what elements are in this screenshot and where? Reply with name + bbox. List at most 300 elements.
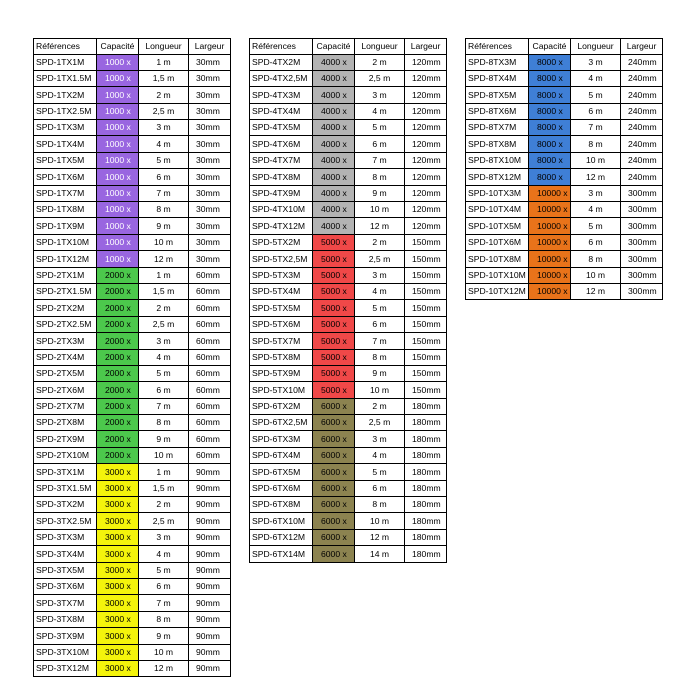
cell-reference: SPD-3TX2M — [34, 497, 97, 513]
table-row — [34, 54, 231, 70]
table-row — [250, 497, 447, 513]
cell-capacite: 3000 x — [97, 660, 139, 676]
cell-longueur: 6 m — [355, 480, 405, 496]
cell-capacite: 2000 x — [97, 431, 139, 447]
cell-largeur: 60mm — [189, 300, 231, 316]
cell-largeur: 120mm — [405, 87, 447, 103]
cell-capacite: 6000 x — [313, 447, 355, 463]
cell-longueur: 6 m — [571, 234, 621, 250]
cell-longueur: 5 m — [139, 562, 189, 578]
table-row — [250, 267, 447, 283]
cell-reference: SPD-8TX7M — [466, 120, 529, 136]
cell-reference: SPD-5TX8M — [250, 349, 313, 365]
cell-largeur: 180mm — [405, 497, 447, 513]
cell-largeur: 240mm — [621, 120, 663, 136]
cell-longueur: 6 m — [355, 136, 405, 152]
cell-reference: SPD-6TX6M — [250, 480, 313, 496]
cell-capacite: 10000 x — [529, 267, 571, 283]
cell-largeur: 90mm — [189, 497, 231, 513]
cell-longueur: 3 m — [139, 333, 189, 349]
cell-reference: SPD-2TX1M — [34, 267, 97, 283]
table-row — [250, 70, 447, 86]
table-row — [34, 185, 231, 201]
cell-capacite: 1000 x — [97, 185, 139, 201]
cell-largeur: 60mm — [189, 283, 231, 299]
cell-reference: SPD-3TX1M — [34, 464, 97, 480]
table-row — [34, 103, 231, 119]
cell-largeur: 60mm — [189, 415, 231, 431]
table-row — [466, 267, 663, 283]
table-header-row — [466, 39, 663, 55]
table-row — [250, 185, 447, 201]
table-row — [250, 169, 447, 185]
table-row — [34, 497, 231, 513]
cell-capacite: 1000 x — [97, 251, 139, 267]
cell-largeur: 60mm — [189, 333, 231, 349]
cell-reference: SPD-4TX7M — [250, 152, 313, 168]
cell-longueur: 12 m — [139, 251, 189, 267]
cell-reference: SPD-2TX2M — [34, 300, 97, 316]
cell-capacite: 6000 x — [313, 480, 355, 496]
cell-reference: SPD-3TX4M — [34, 546, 97, 562]
cell-capacite: 3000 x — [97, 644, 139, 660]
cell-capacite: 5000 x — [313, 333, 355, 349]
cell-reference: SPD-6TX5M — [250, 464, 313, 480]
cell-capacite: 6000 x — [313, 415, 355, 431]
product-table-2 — [249, 38, 447, 563]
cell-reference: SPD-10TX12M — [466, 283, 529, 299]
table-row — [34, 513, 231, 529]
cell-capacite: 3000 x — [97, 513, 139, 529]
cell-largeur: 30mm — [189, 87, 231, 103]
cell-reference: SPD-6TX4M — [250, 447, 313, 463]
cell-reference: SPD-5TX6M — [250, 316, 313, 332]
cell-largeur: 180mm — [405, 480, 447, 496]
cell-longueur: 1 m — [139, 54, 189, 70]
cell-capacite: 5000 x — [313, 251, 355, 267]
cell-largeur: 300mm — [621, 251, 663, 267]
cell-longueur: 3 m — [355, 431, 405, 447]
cell-longueur: 2,5 m — [355, 415, 405, 431]
table-row — [34, 431, 231, 447]
cell-largeur: 30mm — [189, 169, 231, 185]
cell-largeur: 240mm — [621, 87, 663, 103]
cell-largeur: 180mm — [405, 431, 447, 447]
cell-largeur: 60mm — [189, 316, 231, 332]
table-row — [34, 628, 231, 644]
cell-longueur: 5 m — [355, 464, 405, 480]
cell-reference: SPD-1TX4M — [34, 136, 97, 152]
cell-largeur: 30mm — [189, 218, 231, 234]
cell-reference: SPD-2TX9M — [34, 431, 97, 447]
table-row — [34, 595, 231, 611]
cell-largeur: 180mm — [405, 464, 447, 480]
cell-reference: SPD-2TX8M — [34, 415, 97, 431]
cell-longueur: 2 m — [139, 300, 189, 316]
cell-longueur: 7 m — [355, 152, 405, 168]
cell-reference: SPD-4TX5M — [250, 120, 313, 136]
cell-largeur: 30mm — [189, 120, 231, 136]
cell-largeur: 240mm — [621, 103, 663, 119]
cell-capacite: 8000 x — [529, 70, 571, 86]
cell-longueur: 9 m — [355, 185, 405, 201]
cell-largeur: 60mm — [189, 267, 231, 283]
cell-capacite: 1000 x — [97, 136, 139, 152]
cell-longueur: 8 m — [571, 251, 621, 267]
cell-capacite: 1000 x — [97, 87, 139, 103]
cell-longueur: 2,5 m — [355, 70, 405, 86]
table-row — [466, 169, 663, 185]
cell-longueur: 8 m — [139, 202, 189, 218]
table-row — [250, 234, 447, 250]
cell-largeur: 30mm — [189, 251, 231, 267]
cell-largeur: 30mm — [189, 185, 231, 201]
table-row — [250, 349, 447, 365]
table-row — [34, 480, 231, 496]
cell-reference: SPD-2TX2.5M — [34, 316, 97, 332]
cell-longueur: 1,5 m — [139, 480, 189, 496]
table-row — [250, 54, 447, 70]
cell-largeur: 60mm — [189, 398, 231, 414]
cell-largeur: 150mm — [405, 251, 447, 267]
table-row — [250, 202, 447, 218]
table-row — [250, 415, 447, 431]
cell-capacite: 4000 x — [313, 87, 355, 103]
cell-reference: SPD-3TX1.5M — [34, 480, 97, 496]
table-row — [34, 447, 231, 463]
cell-largeur: 90mm — [189, 513, 231, 529]
cell-capacite: 5000 x — [313, 300, 355, 316]
cell-capacite: 3000 x — [97, 595, 139, 611]
cell-reference: SPD-1TX10M — [34, 234, 97, 250]
cell-reference: SPD-2TX5M — [34, 365, 97, 381]
cell-largeur: 30mm — [189, 202, 231, 218]
cell-longueur: 9 m — [139, 628, 189, 644]
cell-reference: SPD-2TX4M — [34, 349, 97, 365]
cell-capacite: 2000 x — [97, 283, 139, 299]
cell-capacite: 3000 x — [97, 480, 139, 496]
cell-largeur: 180mm — [405, 513, 447, 529]
cell-capacite: 2000 x — [97, 349, 139, 365]
table-row — [250, 431, 447, 447]
cell-reference: SPD-2TX6M — [34, 382, 97, 398]
cell-largeur: 150mm — [405, 267, 447, 283]
cell-longueur: 5 m — [571, 87, 621, 103]
cell-longueur: 8 m — [571, 136, 621, 152]
cell-longueur: 10 m — [139, 234, 189, 250]
cell-largeur: 120mm — [405, 54, 447, 70]
table-row — [466, 54, 663, 70]
cell-reference: SPD-6TX8M — [250, 497, 313, 513]
table-row — [250, 333, 447, 349]
table-row — [34, 579, 231, 595]
cell-largeur: 90mm — [189, 562, 231, 578]
cell-longueur: 9 m — [139, 431, 189, 447]
cell-largeur: 30mm — [189, 70, 231, 86]
cell-largeur: 90mm — [189, 644, 231, 660]
cell-reference: SPD-1TX7M — [34, 185, 97, 201]
cell-reference: SPD-10TX5M — [466, 218, 529, 234]
cell-longueur: 10 m — [139, 447, 189, 463]
cell-longueur: 5 m — [139, 365, 189, 381]
cell-capacite: 10000 x — [529, 283, 571, 299]
cell-longueur: 1 m — [139, 267, 189, 283]
table-row — [34, 562, 231, 578]
cell-longueur: 3 m — [355, 267, 405, 283]
cell-capacite: 8000 x — [529, 136, 571, 152]
cell-reference: SPD-4TX2M — [250, 54, 313, 70]
cell-reference: SPD-6TX2,5M — [250, 415, 313, 431]
table-row — [34, 152, 231, 168]
cell-longueur: 2 m — [139, 497, 189, 513]
cell-capacite: 3000 x — [97, 628, 139, 644]
table-row — [250, 300, 447, 316]
cell-capacite: 5000 x — [313, 234, 355, 250]
header-references: Références — [466, 39, 529, 55]
cell-capacite: 4000 x — [313, 185, 355, 201]
cell-reference: SPD-10TX3M — [466, 185, 529, 201]
cell-longueur: 12 m — [571, 283, 621, 299]
cell-capacite: 2000 x — [97, 382, 139, 398]
table-row — [250, 382, 447, 398]
table-row — [34, 202, 231, 218]
cell-capacite: 8000 x — [529, 120, 571, 136]
cell-longueur: 7 m — [139, 595, 189, 611]
cell-longueur: 10 m — [355, 202, 405, 218]
cell-longueur: 6 m — [139, 382, 189, 398]
cell-longueur: 8 m — [355, 169, 405, 185]
cell-capacite: 5000 x — [313, 283, 355, 299]
table-row — [34, 136, 231, 152]
cell-reference: SPD-2TX10M — [34, 447, 97, 463]
cell-capacite: 8000 x — [529, 169, 571, 185]
cell-reference: SPD-8TX5M — [466, 87, 529, 103]
cell-reference: SPD-5TX4M — [250, 283, 313, 299]
cell-reference: SPD-6TX12M — [250, 529, 313, 545]
table-row — [250, 103, 447, 119]
table-row — [34, 120, 231, 136]
table-row — [250, 316, 447, 332]
cell-largeur: 120mm — [405, 103, 447, 119]
table-row — [466, 234, 663, 250]
header-largeur: Largeur — [621, 39, 663, 55]
cell-capacite: 2000 x — [97, 300, 139, 316]
cell-largeur: 120mm — [405, 202, 447, 218]
table-row — [34, 611, 231, 627]
cell-reference: SPD-5TX7M — [250, 333, 313, 349]
cell-capacite: 8000 x — [529, 152, 571, 168]
cell-reference: SPD-2TX1.5M — [34, 283, 97, 299]
cell-largeur: 120mm — [405, 70, 447, 86]
cell-reference: SPD-5TX2M — [250, 234, 313, 250]
cell-reference: SPD-10TX8M — [466, 251, 529, 267]
cell-largeur: 60mm — [189, 382, 231, 398]
table-row — [34, 70, 231, 86]
table-row — [466, 283, 663, 299]
cell-longueur: 2,5 m — [355, 251, 405, 267]
cell-reference: SPD-1TX5M — [34, 152, 97, 168]
cell-reference: SPD-4TX3M — [250, 87, 313, 103]
cell-longueur: 8 m — [355, 497, 405, 513]
cell-reference: SPD-3TX2.5M — [34, 513, 97, 529]
cell-reference: SPD-4TX9M — [250, 185, 313, 201]
table-row — [34, 267, 231, 283]
cell-capacite: 10000 x — [529, 202, 571, 218]
cell-capacite: 10000 x — [529, 218, 571, 234]
cell-largeur: 150mm — [405, 382, 447, 398]
table-row — [34, 464, 231, 480]
table-row — [250, 464, 447, 480]
cell-largeur: 300mm — [621, 202, 663, 218]
cell-longueur: 6 m — [139, 169, 189, 185]
cell-largeur: 240mm — [621, 169, 663, 185]
table-row — [34, 234, 231, 250]
table-row — [466, 87, 663, 103]
cell-largeur: 30mm — [189, 54, 231, 70]
header-longueur: Longueur — [571, 39, 621, 55]
cell-largeur: 180mm — [405, 398, 447, 414]
cell-largeur: 30mm — [189, 152, 231, 168]
cell-capacite: 6000 x — [313, 546, 355, 562]
cell-largeur: 300mm — [621, 234, 663, 250]
product-table-3 — [465, 38, 663, 300]
table-header-row — [34, 39, 231, 55]
cell-longueur: 9 m — [139, 218, 189, 234]
cell-longueur: 10 m — [139, 644, 189, 660]
cell-capacite: 4000 x — [313, 120, 355, 136]
cell-reference: SPD-6TX10M — [250, 513, 313, 529]
cell-largeur: 90mm — [189, 546, 231, 562]
cell-capacite: 2000 x — [97, 415, 139, 431]
table-row — [250, 546, 447, 562]
cell-largeur: 240mm — [621, 136, 663, 152]
cell-capacite: 1000 x — [97, 234, 139, 250]
cell-reference: SPD-4TX2,5M — [250, 70, 313, 86]
table-row — [250, 120, 447, 136]
cell-capacite: 5000 x — [313, 365, 355, 381]
cell-reference: SPD-3TX10M — [34, 644, 97, 660]
table-row — [34, 300, 231, 316]
cell-capacite: 8000 x — [529, 87, 571, 103]
cell-capacite: 1000 x — [97, 202, 139, 218]
cell-reference: SPD-1TX8M — [34, 202, 97, 218]
header-capacite: Capacité — [97, 39, 139, 55]
cell-longueur: 5 m — [355, 300, 405, 316]
cell-capacite: 4000 x — [313, 218, 355, 234]
cell-reference: SPD-4TX12M — [250, 218, 313, 234]
cell-longueur: 7 m — [355, 333, 405, 349]
cell-capacite: 4000 x — [313, 136, 355, 152]
cell-reference: SPD-1TX2M — [34, 87, 97, 103]
table-row — [34, 251, 231, 267]
cell-capacite: 10000 x — [529, 251, 571, 267]
table-header-row — [250, 39, 447, 55]
cell-longueur: 6 m — [571, 103, 621, 119]
cell-longueur: 3 m — [571, 54, 621, 70]
table-row — [250, 513, 447, 529]
cell-largeur: 90mm — [189, 628, 231, 644]
cell-longueur: 12 m — [355, 218, 405, 234]
cell-capacite: 1000 x — [97, 103, 139, 119]
cell-largeur: 240mm — [621, 70, 663, 86]
header-largeur: Largeur — [189, 39, 231, 55]
cell-reference: SPD-3TX6M — [34, 579, 97, 595]
cell-reference: SPD-3TX8M — [34, 611, 97, 627]
cell-longueur: 12 m — [355, 529, 405, 545]
table-row — [34, 349, 231, 365]
cell-reference: SPD-5TX10M — [250, 382, 313, 398]
table-row — [466, 218, 663, 234]
cell-largeur: 150mm — [405, 349, 447, 365]
cell-longueur: 6 m — [355, 316, 405, 332]
cell-capacite: 3000 x — [97, 611, 139, 627]
cell-largeur: 150mm — [405, 234, 447, 250]
table-row — [250, 283, 447, 299]
cell-reference: SPD-6TX3M — [250, 431, 313, 447]
header-largeur: Largeur — [405, 39, 447, 55]
table-row — [34, 382, 231, 398]
cell-longueur: 4 m — [355, 447, 405, 463]
cell-capacite: 2000 x — [97, 316, 139, 332]
cell-reference: SPD-6TX14M — [250, 546, 313, 562]
cell-capacite: 8000 x — [529, 54, 571, 70]
table-row — [34, 529, 231, 545]
cell-capacite: 4000 x — [313, 202, 355, 218]
table-row — [34, 169, 231, 185]
cell-reference: SPD-4TX10M — [250, 202, 313, 218]
cell-largeur: 180mm — [405, 415, 447, 431]
cell-longueur: 8 m — [139, 611, 189, 627]
table-row — [34, 398, 231, 414]
cell-capacite: 3000 x — [97, 497, 139, 513]
cell-reference: SPD-4TX8M — [250, 169, 313, 185]
cell-reference: SPD-3TX5M — [34, 562, 97, 578]
cell-longueur: 2 m — [139, 87, 189, 103]
cell-largeur: 120mm — [405, 120, 447, 136]
cell-largeur: 300mm — [621, 185, 663, 201]
cell-longueur: 1,5 m — [139, 70, 189, 86]
cell-reference: SPD-8TX4M — [466, 70, 529, 86]
cell-largeur: 30mm — [189, 234, 231, 250]
cell-largeur: 180mm — [405, 546, 447, 562]
cell-longueur: 2,5 m — [139, 316, 189, 332]
cell-largeur: 150mm — [405, 333, 447, 349]
cell-capacite: 1000 x — [97, 120, 139, 136]
cell-reference: SPD-1TX9M — [34, 218, 97, 234]
cell-longueur: 12 m — [139, 660, 189, 676]
cell-capacite: 2000 x — [97, 333, 139, 349]
cell-largeur: 150mm — [405, 300, 447, 316]
cell-reference: SPD-8TX8M — [466, 136, 529, 152]
header-longueur: Longueur — [139, 39, 189, 55]
cell-largeur: 300mm — [621, 283, 663, 299]
header-capacite: Capacité — [529, 39, 571, 55]
table-row — [34, 87, 231, 103]
table-row — [34, 316, 231, 332]
cell-reference: SPD-4TX4M — [250, 103, 313, 119]
cell-longueur: 1 m — [139, 464, 189, 480]
cell-longueur: 3 m — [355, 87, 405, 103]
table-row — [466, 185, 663, 201]
cell-largeur: 120mm — [405, 185, 447, 201]
cell-reference: SPD-8TX6M — [466, 103, 529, 119]
cell-longueur: 14 m — [355, 546, 405, 562]
cell-capacite: 6000 x — [313, 398, 355, 414]
cell-largeur: 150mm — [405, 316, 447, 332]
cell-reference: SPD-8TX12M — [466, 169, 529, 185]
cell-longueur: 8 m — [139, 415, 189, 431]
cell-longueur: 7 m — [139, 185, 189, 201]
